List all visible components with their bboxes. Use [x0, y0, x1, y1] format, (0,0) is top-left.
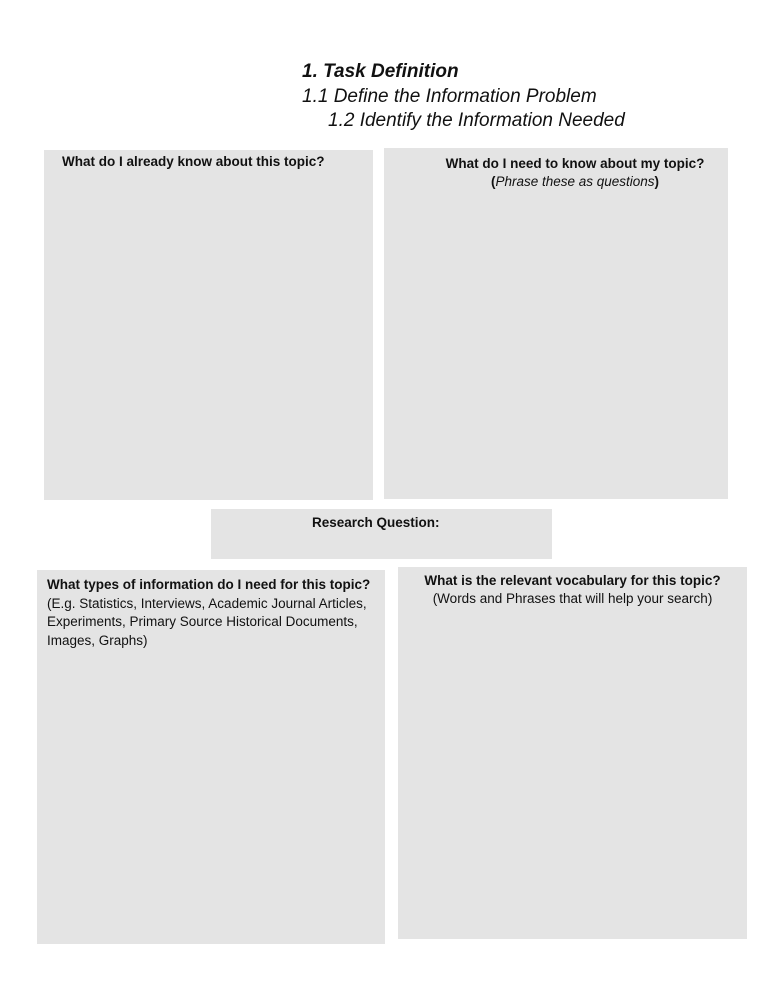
information-types-box[interactable] [37, 570, 385, 944]
information-types-hint: (E.g. Statistics, Interviews, Academic Journal Articles, Experiments, Primary Source Historical Documents, Images, Graphs) [47, 595, 367, 648]
already-know-box[interactable] [44, 150, 373, 500]
already-know-label: What do I already know about this topic? [62, 154, 325, 169]
hint-open-paren: ( [490, 174, 496, 189]
vocabulary-header [398, 572, 747, 608]
hint-text: Phrase these as questions [495, 174, 655, 189]
need-to-know-box[interactable] [384, 148, 728, 499]
need-to-know-hint [384, 173, 766, 191]
vocabulary-hint: (Words and Phrases that will help your search) [432, 591, 713, 606]
vocabulary-box[interactable] [398, 567, 747, 939]
subsection-title-1-1: 1.1 Define the Information Problem [302, 86, 597, 107]
information-types-header [47, 576, 381, 650]
need-to-know-label: What do I need to know about my topic? [445, 156, 705, 171]
research-question-label: Research Question: [312, 515, 440, 530]
hint-close-paren: ) [654, 174, 660, 189]
vocabulary-label: What is the relevant vocabulary for this topic? [424, 573, 721, 588]
information-types-label: What types of information do I need for this topic? [47, 577, 371, 592]
section-title: 1. Task Definition [302, 61, 459, 82]
subsection-title-1-2: 1.2 Identify the Information Needed [328, 110, 625, 131]
need-to-know-header [384, 155, 766, 191]
research-question-box[interactable] [211, 509, 552, 559]
